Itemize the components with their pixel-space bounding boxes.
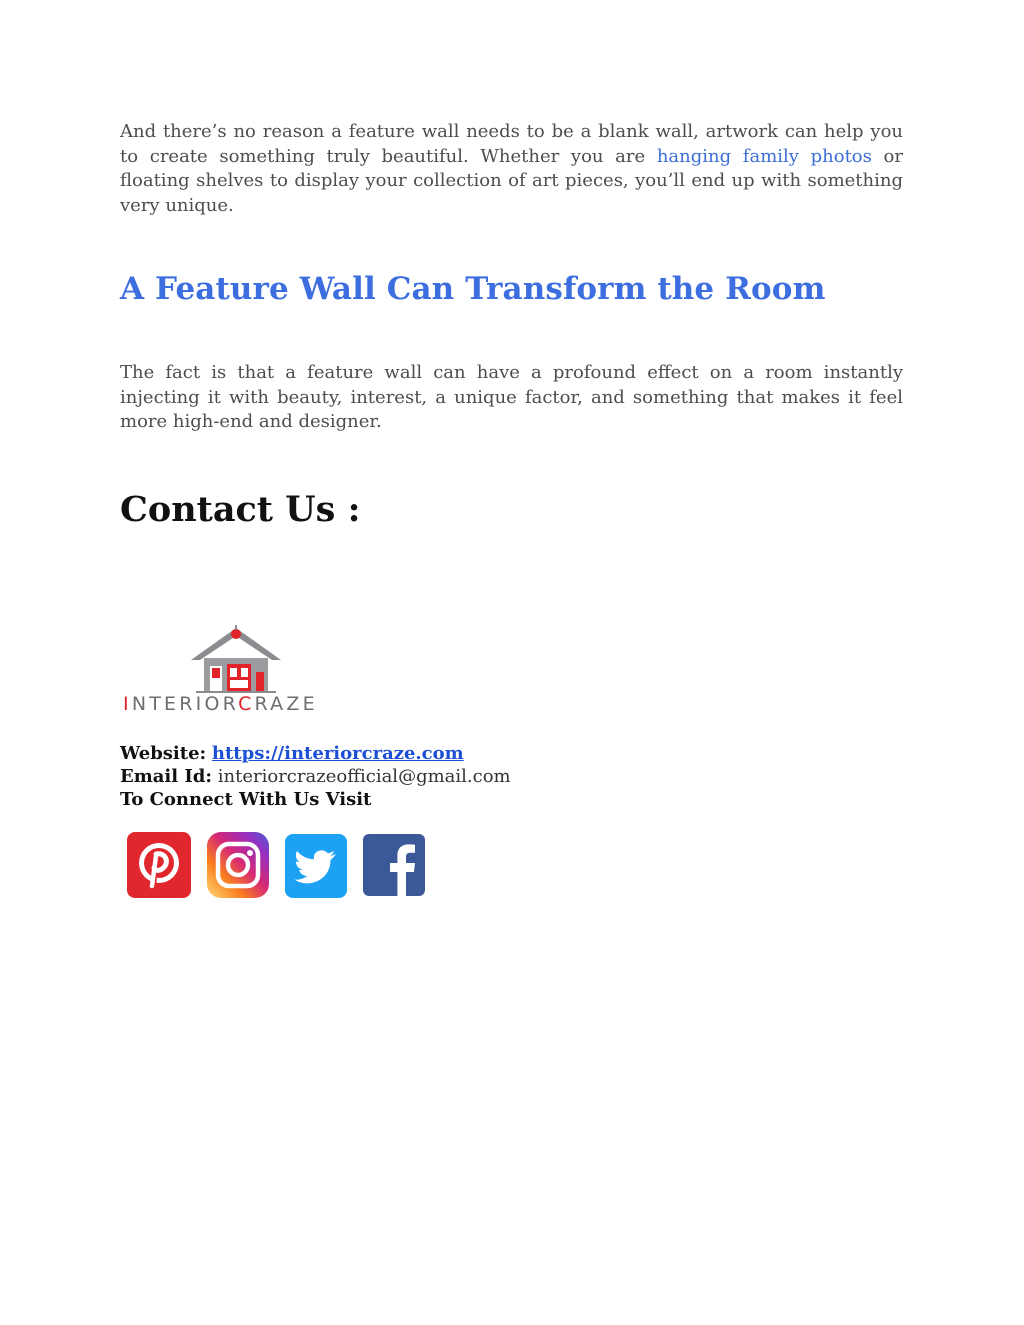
instagram-icon[interactable]: [206, 830, 272, 900]
twitter-icon[interactable]: [284, 830, 350, 900]
intro-text-start: And there’s no reason a feature wall needs to be a blank wall, artwork can help you to create something truly beautiful. Whether you are: [120, 121, 903, 167]
section-paragraph: The fact is that a feature wall can have a profound effect on a room instantly injecting it with beauty, interest, a unique factor, and something that makes it feel more high-end and designer.: [120, 362, 903, 432]
intro-text-end: or floating shelves to display your collection of art pieces, you’ll end up with something very unique.: [120, 145, 903, 216]
intro-paragraph: [120, 120, 903, 218]
section-heading: A Feature Wall Can Transform the Room: [120, 271, 826, 307]
hanging-family-photos-link[interactable]: hanging family photos: [656, 145, 872, 167]
logo-wordmark: INTERIORCRAZE: [123, 693, 318, 715]
email-label: Email Id:: [120, 766, 213, 787]
connect-row: [120, 788, 511, 811]
contact-info: [120, 742, 511, 811]
website-link[interactable]: https://interiorcraze.com: [211, 743, 464, 764]
website-row: [120, 742, 511, 765]
email-value: interiorcrazeofficial@gmail.com: [217, 766, 511, 787]
pinterest-icon[interactable]: [126, 830, 192, 900]
facebook-icon[interactable]: [362, 830, 428, 900]
contact-heading: Contact Us :: [120, 489, 361, 530]
website-label: Website:: [120, 743, 207, 764]
email-row: [120, 765, 511, 788]
connect-label: To Connect With Us Visit: [120, 789, 372, 810]
